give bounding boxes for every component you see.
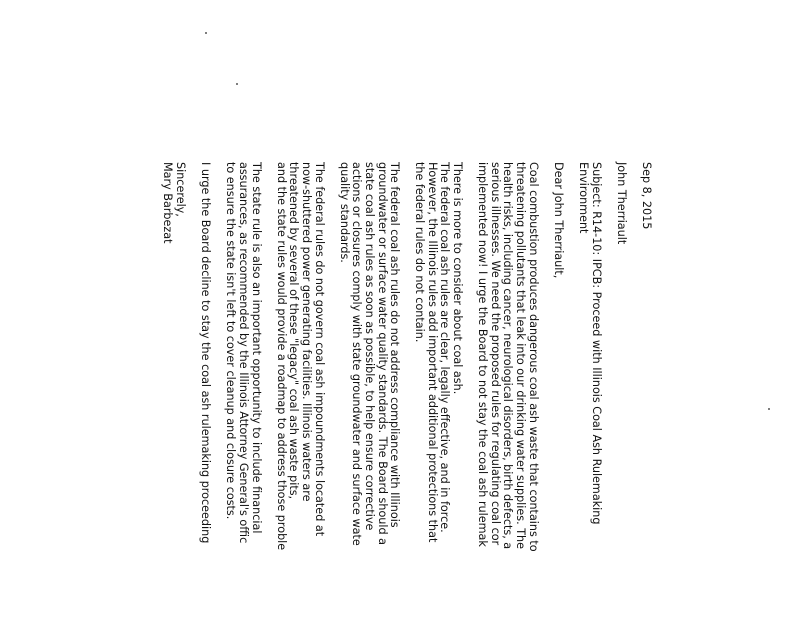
paragraph-line: assurances, as recommended by the Illinois Attorney General's offic (237, 162, 250, 544)
paragraph-line: The state rule is also an important opportunity to include financial (249, 162, 263, 534)
paragraph-line: and the state rules would provide a roadmap to address those proble (274, 162, 288, 551)
paragraph-federal-rules (413, 162, 463, 622)
paragraph-line: Coal combustion produces dangerous coal ash waste that contains to (526, 162, 540, 552)
paragraph-line: threatening pollutants that leak into our drinking water supplies. The (514, 162, 528, 550)
paragraph-line: However, the Illinois rules add important additional protections that (425, 162, 439, 543)
letter-date: Sep 8, 2015 (640, 162, 653, 230)
letter-body (161, 162, 652, 622)
letter-salutation: Dear John Therriault, (551, 162, 565, 279)
paragraph-health-risks (476, 162, 539, 622)
paragraph-line: now-shuttered power generating facilities. Illinois waters are (299, 162, 313, 502)
paragraph-line: serious illnesses. We need the proposed rules for regulating coal cor (488, 162, 502, 546)
paragraph-groundwater (337, 162, 400, 622)
paragraph-line: state coal ash rules as soon as possible, to help ensure corrective (362, 162, 376, 531)
paragraph-line: The federal coal ash rules do not address compliance with Illinois (388, 162, 402, 528)
letter-signature: Mary Barbezat (161, 162, 175, 244)
paragraph-line: threatened by several of these "legacy" coal ash waste pits, (287, 162, 301, 500)
paragraph-financial-assurance (224, 162, 262, 622)
letter-subject-line: Environment (577, 162, 591, 234)
paragraph-line: implemented now! I urge the Board to not stay the coal ash rulemak (476, 162, 490, 547)
paragraph-urge-decline: I urge the Board decline to stay the coal ash rulemaking proceeding (199, 162, 213, 544)
paragraph-line: health risks, including cancer, neurological disorders, birth defects, a (501, 162, 515, 550)
paragraph-line: actions or closures comply with state groundwater and surface wate (350, 162, 364, 546)
paragraph-line: the federal rules do not contain. (413, 162, 427, 343)
letter-closing: Sincerely, (174, 162, 188, 217)
paragraph-line: groundwater or surface water quality standards. The Board should a (375, 162, 389, 546)
paragraph-line: The federal rules do not govern coal ash impoundments located at (312, 162, 326, 537)
letter-recipient: John Therriault (614, 162, 628, 245)
paragraph-line: The federal coal ash rules are clear, legally effective, and in force. (438, 162, 452, 533)
paragraph-legacy-pits (274, 162, 324, 622)
paragraph-line: quality standards. (337, 162, 351, 263)
paragraph-line: to ensure the state isn't left to cover cleanup and closure costs. (224, 162, 238, 520)
letter-subject-line: Subject: R14-10: IPCB: Proceed with Illinois Coal Ash Rulemaking (589, 162, 603, 525)
paragraph-line: There is more to consider about coal ash. (451, 162, 465, 395)
